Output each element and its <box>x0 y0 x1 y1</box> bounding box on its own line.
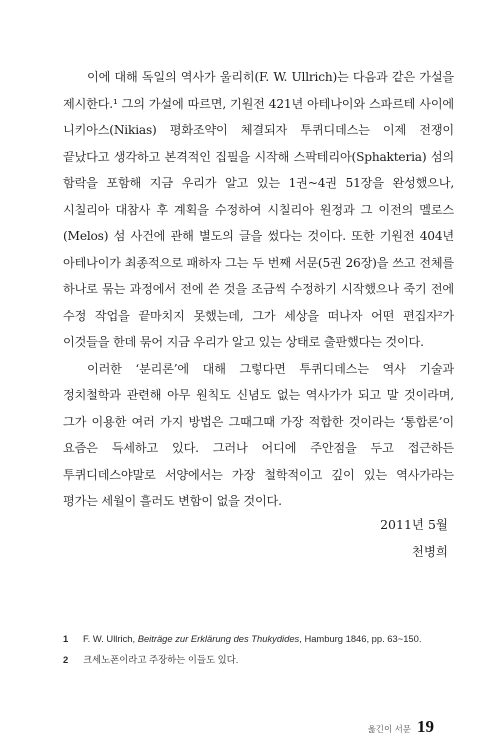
footnote-1 <box>63 628 463 649</box>
page-footer <box>368 717 434 737</box>
running-head: 옮긴이 서문 <box>367 724 411 734</box>
footnote-2 <box>63 649 463 670</box>
signature-name: 천병희 <box>411 544 448 559</box>
paragraph-1: 이에 대해 독일의 역사가 울리히(F. W. Ullrich)는 다음과 같은 가설을 제시한다.¹ 그의 가설에 따르면, 기원전 421년 아테나이와 스파르테 사이에 니키아스(Nikias) 평화조약이 체결되자 투퀴디데스는 이제 전쟁이 끝났다고 생각하고 본격적인 집필을 시작해 스팍테리아(Sphakteria) 섬의 함락을 포함해 지금 우리가 알고 있는 1권~4권 51장을 완성했으나, 시칠리아 대참사 후 계획을 수정하여 시칠리아 원정과 그 이전의 멜로스(Melos) 섬 사건에 관해 별도의 글을 썼다는 것이다. 또한 기원전 404년 아테나이가 최종적으로 패하자 그는 두 번째 서문(5권 26장)을 쓰고 전체를 하나로 묶는 과정에서 전에 쓴 것을 조금씩 수정하기 시작했으나 죽기 전에 수정 작업을 끝마치지 못했는데, 그가 세상을 떠나자 어떤 편집자²가 이것들을 한데 묶어 지금 우리가 알고 있는 상태로 출판했다는 것이다. <box>63 70 454 349</box>
footnote-number: 1 <box>63 633 69 644</box>
footnote-text: 크세노폰이라고 주장하는 이들도 있다. <box>83 654 239 665</box>
footnote-book-title: Beiträge zur Erklärung des Thukydides <box>137 633 300 644</box>
footnote-publication: , Hamburg 1846, pp. 63~150. <box>299 633 422 644</box>
body-text <box>63 64 454 515</box>
footnote-text <box>83 628 421 649</box>
paragraph-2: 이러한 ‘분리론’에 대해 그렇다면 투퀴디데스는 역사 기술과 정치철학과 관련해 아무 원칙도 신념도 없는 역사가가 되고 말 것이라며, 그가 이용한 여러 가지 방법은 그때그때 가장 적합한 것이라는 ‘통합론’이 요즘은 득세하고 있다. 그러나 어디에 주안점을 두고 접근하든 투퀴디데스야말로 서양에서는 가장 철학적이고 깊이 있는 역사가라는 평가는 세월이 흘러도 변함이 없을 것이다. <box>63 361 454 508</box>
footnote-author: F. W. Ullrich, <box>83 633 138 644</box>
footnote-number: 2 <box>63 654 69 665</box>
footnotes <box>63 628 463 670</box>
signature-date: 2011년 5월 <box>380 517 448 532</box>
signature-block <box>380 511 448 565</box>
page-number: 19 <box>417 717 434 736</box>
